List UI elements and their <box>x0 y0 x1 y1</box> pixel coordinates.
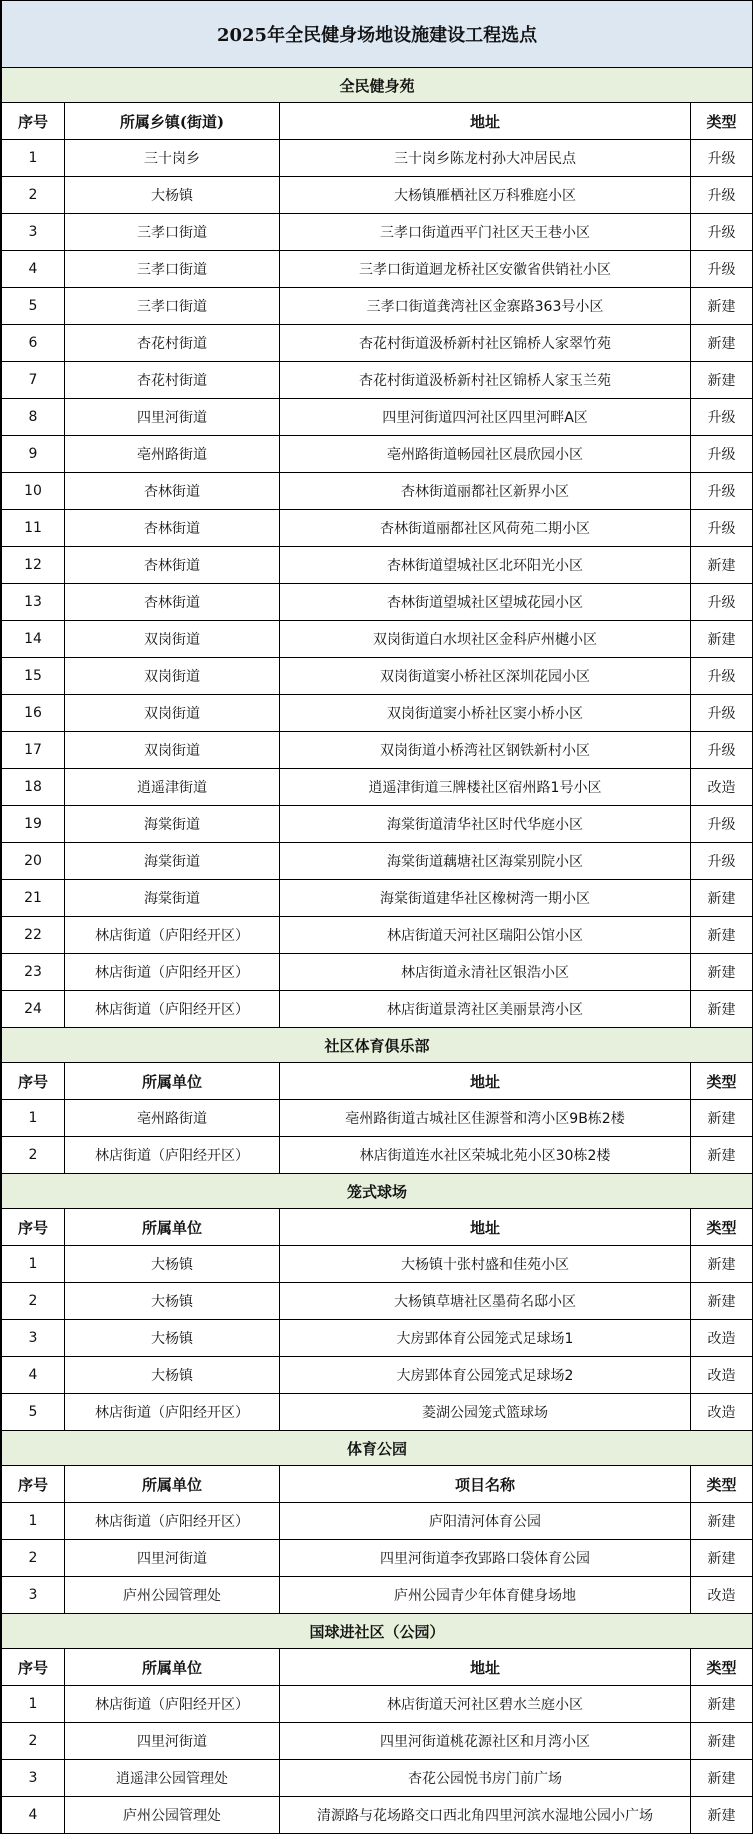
seq-cell: 5 <box>2 1394 65 1431</box>
unit-cell: 四里河街道 <box>65 1540 280 1577</box>
seq-cell: 19 <box>2 806 65 843</box>
address-cell: 亳州路街道古城社区佳源誉和湾小区9B栋2楼 <box>280 1100 691 1137</box>
type-cell: 新建 <box>691 1246 753 1283</box>
table-row <box>2 547 753 584</box>
type-cell: 新建 <box>691 1723 753 1760</box>
table-row <box>2 436 753 473</box>
address-cell: 林店街道景湾社区美丽景湾小区 <box>280 991 691 1028</box>
address-cell: 四里河街道四河社区四里河畔A区 <box>280 399 691 436</box>
address-cell: 杏林街道望城社区北环阳光小区 <box>280 547 691 584</box>
seq-cell: 10 <box>2 473 65 510</box>
site-selection-table <box>1 0 753 1834</box>
seq-cell: 20 <box>2 843 65 880</box>
table-row <box>2 1797 753 1834</box>
column-header: 序号 <box>2 1649 65 1686</box>
seq-cell: 23 <box>2 954 65 991</box>
seq-cell: 1 <box>2 1246 65 1283</box>
seq-cell: 4 <box>2 1797 65 1834</box>
unit-cell: 庐州公园管理处 <box>65 1577 280 1614</box>
address-cell: 三孝口街道迴龙桥社区安徽省供销社小区 <box>280 251 691 288</box>
type-cell: 新建 <box>691 954 753 991</box>
column-header-row <box>2 1466 753 1503</box>
address-cell: 林店街道天河社区瑞阳公馆小区 <box>280 917 691 954</box>
unit-cell: 杏林街道 <box>65 547 280 584</box>
column-header: 地址 <box>280 1209 691 1246</box>
column-header: 项目名称 <box>280 1466 691 1503</box>
unit-cell: 杏花村街道 <box>65 362 280 399</box>
type-cell: 新建 <box>691 1686 753 1723</box>
table-row <box>2 288 753 325</box>
column-header: 序号 <box>2 103 65 140</box>
address-cell: 海棠街道建华社区橡树湾一期小区 <box>280 880 691 917</box>
column-header-row <box>2 1063 753 1100</box>
unit-cell: 双岗街道 <box>65 732 280 769</box>
seq-cell: 11 <box>2 510 65 547</box>
address-cell: 大房郢体育公园笼式足球场1 <box>280 1320 691 1357</box>
address-cell: 菱湖公园笼式篮球场 <box>280 1394 691 1431</box>
table-row <box>2 917 753 954</box>
seq-cell: 3 <box>2 1577 65 1614</box>
type-cell: 新建 <box>691 1503 753 1540</box>
seq-cell: 22 <box>2 917 65 954</box>
unit-cell: 亳州路街道 <box>65 1100 280 1137</box>
table-row <box>2 658 753 695</box>
column-header: 类型 <box>691 1209 753 1246</box>
type-cell: 新建 <box>691 1540 753 1577</box>
type-cell: 改造 <box>691 1357 753 1394</box>
column-header: 所属乡镇(街道) <box>65 103 280 140</box>
type-cell: 升级 <box>691 399 753 436</box>
unit-cell: 四里河街道 <box>65 399 280 436</box>
unit-cell: 三孝口街道 <box>65 214 280 251</box>
type-cell: 升级 <box>691 473 753 510</box>
table-row <box>2 325 753 362</box>
seq-cell: 18 <box>2 769 65 806</box>
type-cell: 新建 <box>691 880 753 917</box>
unit-cell: 逍遥津公园管理处 <box>65 1760 280 1797</box>
seq-cell: 2 <box>2 1283 65 1320</box>
table-row <box>2 1723 753 1760</box>
address-cell: 杏花公园悦书房门前广场 <box>280 1760 691 1797</box>
table-row <box>2 1137 753 1174</box>
unit-cell: 杏林街道 <box>65 473 280 510</box>
page-title: 2025年全民健身场地设施建设工程选点 <box>2 1 753 68</box>
unit-cell: 林店街道（庐阳经开区） <box>65 991 280 1028</box>
type-cell: 新建 <box>691 917 753 954</box>
seq-cell: 3 <box>2 1760 65 1797</box>
table-row <box>2 1320 753 1357</box>
seq-cell: 16 <box>2 695 65 732</box>
address-cell: 海棠街道清华社区时代华庭小区 <box>280 806 691 843</box>
table-row <box>2 621 753 658</box>
unit-cell: 大杨镇 <box>65 1283 280 1320</box>
seq-cell: 3 <box>2 1320 65 1357</box>
table-row <box>2 1357 753 1394</box>
unit-cell: 林店街道（庐阳经开区） <box>65 1394 280 1431</box>
unit-cell: 庐州公园管理处 <box>65 1797 280 1834</box>
seq-cell: 2 <box>2 1723 65 1760</box>
unit-cell: 四里河街道 <box>65 1723 280 1760</box>
column-header: 地址 <box>280 1063 691 1100</box>
address-cell: 大杨镇十张村盛和佳苑小区 <box>280 1246 691 1283</box>
address-cell: 杏花村街道汲桥新村社区锦桥人家玉兰苑 <box>280 362 691 399</box>
address-cell: 庐州公园青少年体育健身场地 <box>280 1577 691 1614</box>
column-header: 所属单位 <box>65 1466 280 1503</box>
type-cell: 改造 <box>691 1394 753 1431</box>
address-cell: 逍遥津街道三牌楼社区宿州路1号小区 <box>280 769 691 806</box>
unit-cell: 海棠街道 <box>65 880 280 917</box>
address-cell: 三十岗乡陈龙村孙大冲居民点 <box>280 140 691 177</box>
table-row <box>2 695 753 732</box>
type-cell: 新建 <box>691 288 753 325</box>
table-row <box>2 473 753 510</box>
seq-cell: 2 <box>2 1137 65 1174</box>
address-cell: 杏花村街道汲桥新村社区锦桥人家翠竹苑 <box>280 325 691 362</box>
address-cell: 林店街道永清社区银浩小区 <box>280 954 691 991</box>
type-cell: 升级 <box>691 584 753 621</box>
column-header: 地址 <box>280 1649 691 1686</box>
column-header: 序号 <box>2 1466 65 1503</box>
seq-cell: 5 <box>2 288 65 325</box>
type-cell: 新建 <box>691 991 753 1028</box>
type-cell: 升级 <box>691 177 753 214</box>
address-cell: 海棠街道藕塘社区海棠别院小区 <box>280 843 691 880</box>
address-cell: 三孝口街道西平门社区天王巷小区 <box>280 214 691 251</box>
table-row <box>2 769 753 806</box>
unit-cell: 林店街道（庐阳经开区） <box>65 1503 280 1540</box>
unit-cell: 杏林街道 <box>65 584 280 621</box>
type-cell: 新建 <box>691 325 753 362</box>
address-cell: 双岗街道窦小桥社区窦小桥小区 <box>280 695 691 732</box>
type-cell: 升级 <box>691 732 753 769</box>
type-cell: 升级 <box>691 695 753 732</box>
table-row <box>2 880 753 917</box>
type-cell: 新建 <box>691 1283 753 1320</box>
section-title: 体育公园 <box>2 1431 753 1466</box>
seq-cell: 15 <box>2 658 65 695</box>
seq-cell: 4 <box>2 1357 65 1394</box>
unit-cell: 林店街道（庐阳经开区） <box>65 954 280 991</box>
table-row <box>2 1577 753 1614</box>
table-row <box>2 510 753 547</box>
type-cell: 升级 <box>691 658 753 695</box>
unit-cell: 海棠街道 <box>65 806 280 843</box>
seq-cell: 1 <box>2 140 65 177</box>
table-row <box>2 732 753 769</box>
column-header-row <box>2 103 753 140</box>
type-cell: 升级 <box>691 214 753 251</box>
address-cell: 杏林街道丽都社区新界小区 <box>280 473 691 510</box>
seq-cell: 13 <box>2 584 65 621</box>
column-header-row <box>2 1209 753 1246</box>
seq-cell: 1 <box>2 1100 65 1137</box>
unit-cell: 三十岗乡 <box>65 140 280 177</box>
type-cell: 升级 <box>691 251 753 288</box>
section-title: 笼式球场 <box>2 1174 753 1209</box>
address-cell: 大杨镇草塘社区墨荷名邸小区 <box>280 1283 691 1320</box>
type-cell: 升级 <box>691 843 753 880</box>
unit-cell: 三孝口街道 <box>65 288 280 325</box>
unit-cell: 亳州路街道 <box>65 436 280 473</box>
table-row <box>2 1503 753 1540</box>
unit-cell: 双岗街道 <box>65 695 280 732</box>
address-cell: 林店街道天河社区碧水兰庭小区 <box>280 1686 691 1723</box>
seq-cell: 2 <box>2 1540 65 1577</box>
column-header: 类型 <box>691 1063 753 1100</box>
table-row <box>2 140 753 177</box>
type-cell: 升级 <box>691 510 753 547</box>
type-cell: 新建 <box>691 362 753 399</box>
table-row <box>2 991 753 1028</box>
type-cell: 升级 <box>691 806 753 843</box>
unit-cell: 杏花村街道 <box>65 325 280 362</box>
type-cell: 新建 <box>691 1100 753 1137</box>
type-cell: 改造 <box>691 1577 753 1614</box>
seq-cell: 12 <box>2 547 65 584</box>
type-cell: 新建 <box>691 1137 753 1174</box>
unit-cell: 三孝口街道 <box>65 251 280 288</box>
address-cell: 清源路与花场路交口西北角四里河滨水湿地公园小广场 <box>280 1797 691 1834</box>
seq-cell: 2 <box>2 177 65 214</box>
seq-cell: 1 <box>2 1503 65 1540</box>
seq-cell: 1 <box>2 1686 65 1723</box>
unit-cell: 杏林街道 <box>65 510 280 547</box>
table-row <box>2 214 753 251</box>
unit-cell: 逍遥津街道 <box>65 769 280 806</box>
seq-cell: 4 <box>2 251 65 288</box>
section-title: 全民健身苑 <box>2 68 753 103</box>
section-row <box>2 1614 753 1649</box>
seq-cell: 14 <box>2 621 65 658</box>
type-cell: 升级 <box>691 436 753 473</box>
address-cell: 亳州路街道畅园社区晨欣园小区 <box>280 436 691 473</box>
address-cell: 大杨镇雁栖社区万科雅庭小区 <box>280 177 691 214</box>
type-cell: 升级 <box>691 140 753 177</box>
seq-cell: 17 <box>2 732 65 769</box>
unit-cell: 林店街道（庐阳经开区） <box>65 1686 280 1723</box>
unit-cell: 双岗街道 <box>65 658 280 695</box>
table-row <box>2 1246 753 1283</box>
unit-cell: 大杨镇 <box>65 177 280 214</box>
section-row <box>2 1431 753 1466</box>
table-row <box>2 954 753 991</box>
section-row <box>2 1028 753 1063</box>
seq-cell: 6 <box>2 325 65 362</box>
address-cell: 双岗街道小桥湾社区钢铁新村小区 <box>280 732 691 769</box>
column-header: 类型 <box>691 103 753 140</box>
section-title: 社区体育俱乐部 <box>2 1028 753 1063</box>
table-row <box>2 806 753 843</box>
type-cell: 改造 <box>691 1320 753 1357</box>
type-cell: 新建 <box>691 1797 753 1834</box>
title-row <box>2 1 753 68</box>
unit-cell: 林店街道（庐阳经开区） <box>65 917 280 954</box>
table-row <box>2 399 753 436</box>
type-cell: 新建 <box>691 1760 753 1797</box>
address-cell: 三孝口街道龚湾社区金寨路363号小区 <box>280 288 691 325</box>
address-cell: 大房郢体育公园笼式足球场2 <box>280 1357 691 1394</box>
unit-cell: 林店街道（庐阳经开区） <box>65 1137 280 1174</box>
column-header: 地址 <box>280 103 691 140</box>
address-cell: 双岗街道白水坝社区金科庐州樾小区 <box>280 621 691 658</box>
unit-cell: 海棠街道 <box>65 843 280 880</box>
column-header: 类型 <box>691 1649 753 1686</box>
seq-cell: 9 <box>2 436 65 473</box>
table-row <box>2 584 753 621</box>
column-header: 所属单位 <box>65 1063 280 1100</box>
section-row <box>2 1174 753 1209</box>
table-row <box>2 1760 753 1797</box>
section-title: 国球进社区（公园） <box>2 1614 753 1649</box>
address-cell: 杏林街道望城社区望城花园小区 <box>280 584 691 621</box>
address-cell: 四里河街道桃花源社区和月湾小区 <box>280 1723 691 1760</box>
table-row <box>2 1283 753 1320</box>
type-cell: 新建 <box>691 547 753 584</box>
column-header: 所属单位 <box>65 1649 280 1686</box>
column-header: 类型 <box>691 1466 753 1503</box>
table-row <box>2 1100 753 1137</box>
table-row <box>2 1540 753 1577</box>
column-header: 序号 <box>2 1063 65 1100</box>
table-row <box>2 1686 753 1723</box>
table-row <box>2 843 753 880</box>
column-header: 序号 <box>2 1209 65 1246</box>
address-cell: 四里河街道李孜郢路口袋体育公园 <box>280 1540 691 1577</box>
seq-cell: 21 <box>2 880 65 917</box>
unit-cell: 大杨镇 <box>65 1320 280 1357</box>
type-cell: 新建 <box>691 621 753 658</box>
address-cell: 双岗街道窦小桥社区深圳花园小区 <box>280 658 691 695</box>
table-row <box>2 362 753 399</box>
unit-cell: 大杨镇 <box>65 1246 280 1283</box>
unit-cell: 双岗街道 <box>65 621 280 658</box>
seq-cell: 3 <box>2 214 65 251</box>
type-cell: 改造 <box>691 769 753 806</box>
seq-cell: 24 <box>2 991 65 1028</box>
seq-cell: 7 <box>2 362 65 399</box>
table-row <box>2 251 753 288</box>
seq-cell: 8 <box>2 399 65 436</box>
column-header: 所属单位 <box>65 1209 280 1246</box>
address-cell: 杏林街道丽都社区风荷苑二期小区 <box>280 510 691 547</box>
unit-cell: 大杨镇 <box>65 1357 280 1394</box>
section-row <box>2 68 753 103</box>
column-header-row <box>2 1649 753 1686</box>
address-cell: 庐阳清河体育公园 <box>280 1503 691 1540</box>
table-row <box>2 1394 753 1431</box>
address-cell: 林店街道连水社区荣城北苑小区30栋2楼 <box>280 1137 691 1174</box>
table-row <box>2 177 753 214</box>
